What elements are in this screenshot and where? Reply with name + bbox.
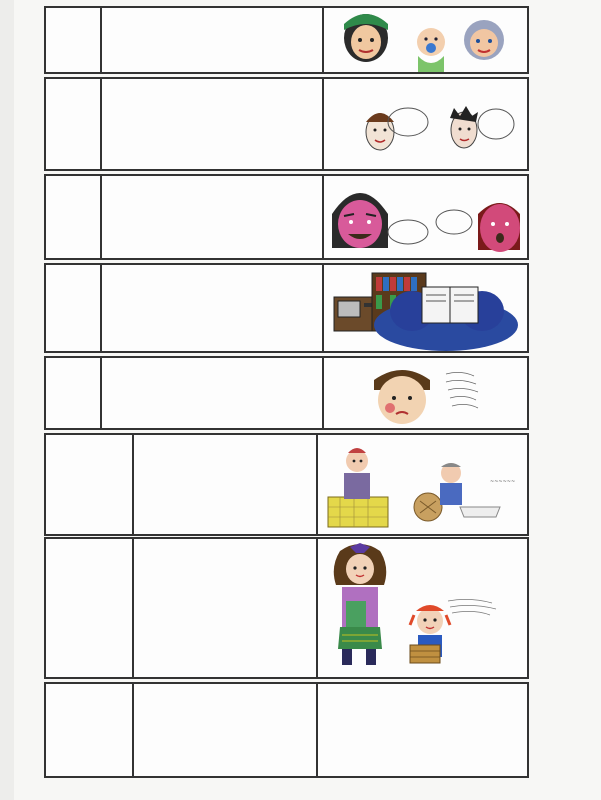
row-4-article-cell (44, 263, 102, 353)
row-2-text-cell (100, 77, 324, 171)
row-5-article-cell (44, 356, 102, 430)
row-3-opinion-drawing (326, 178, 524, 258)
row-4-text-cell (100, 263, 324, 353)
row-8-article-cell (44, 682, 134, 778)
row-6-article-cell (44, 433, 134, 536)
svg-text:~~~~~~: ~~~~~~ (490, 479, 516, 485)
row-1-text-cell (100, 6, 324, 74)
row-8-text-cell (132, 682, 318, 778)
row-2-article-cell (44, 77, 102, 171)
row-7-play-drawing (320, 541, 526, 675)
row-3-text-cell (100, 174, 324, 260)
row-2-language-drawing (326, 82, 524, 168)
scan-margin (0, 0, 14, 800)
row-1-article-cell (44, 6, 102, 74)
row-3-article-cell (44, 174, 102, 260)
row-6-health-drawing (320, 437, 526, 533)
row-5-text-cell (100, 356, 324, 430)
row-8-image-cell (316, 682, 529, 778)
row-1-children-drawing (326, 10, 524, 72)
row-4-media-drawing (326, 267, 524, 351)
row-7-article-cell (44, 537, 134, 679)
row-5-protection-drawing (326, 360, 524, 428)
row-7-text-cell (132, 537, 318, 679)
row-6-text-cell (132, 433, 318, 536)
